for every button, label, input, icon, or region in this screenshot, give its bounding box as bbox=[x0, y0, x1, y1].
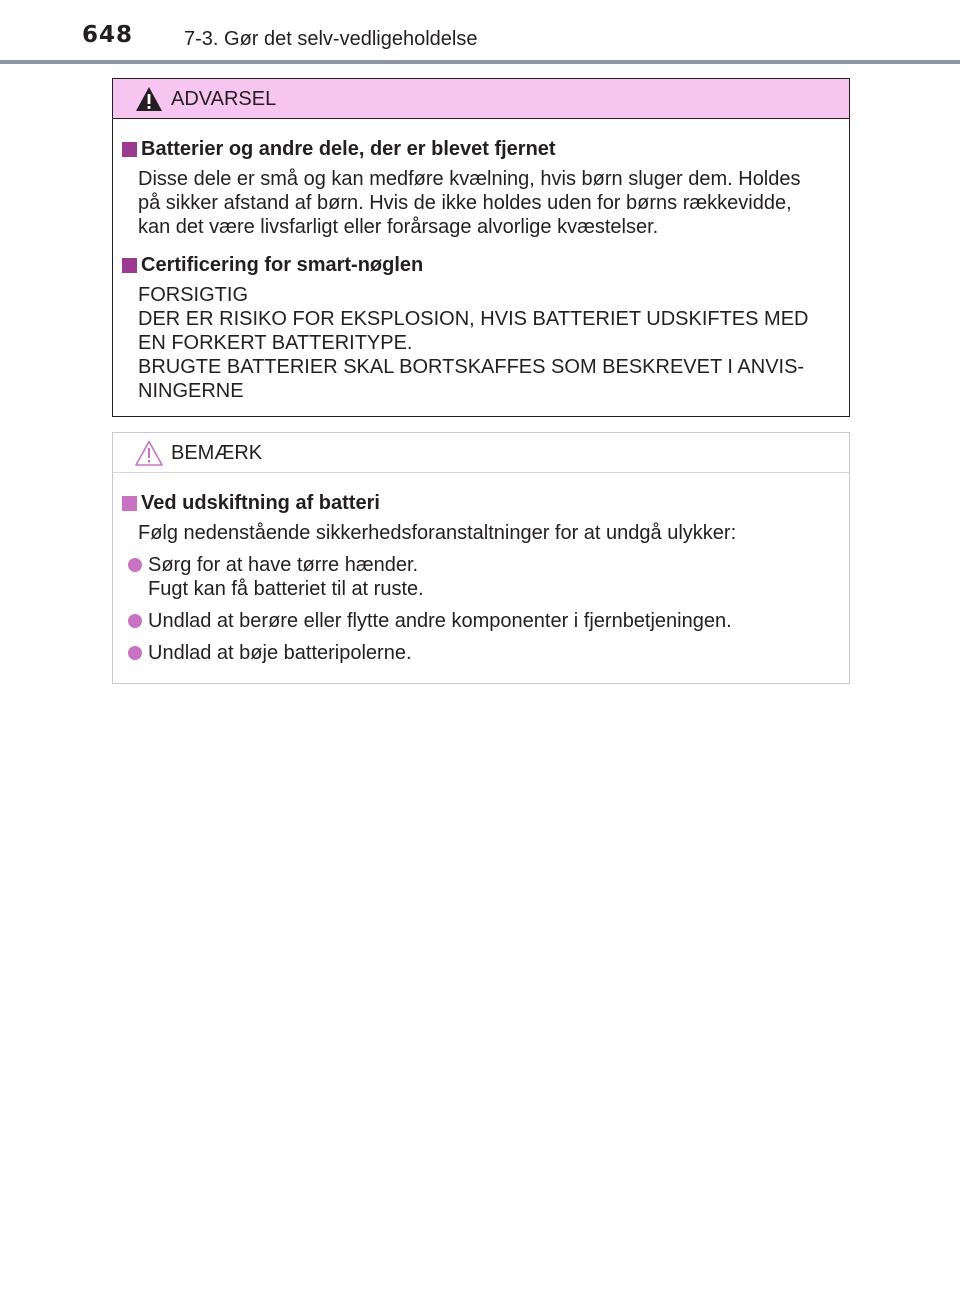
list-item: Sørg for at have tørre hænder. Fugt kan få batteriet til at ruste. bbox=[120, 553, 835, 601]
warning-triangle-filled-icon bbox=[134, 85, 164, 113]
page-header bbox=[0, 0, 960, 64]
round-bullet-icon bbox=[128, 558, 142, 572]
notice-label: BEMÆRK bbox=[171, 442, 263, 464]
warning-item-title: Certificering for smart-nøglen bbox=[120, 251, 835, 279]
warning-box bbox=[112, 78, 850, 417]
round-bullet-icon bbox=[128, 646, 142, 660]
warning-box-header bbox=[113, 79, 849, 119]
notice-intro: Følg nedenstående sikkerhedsforanstaltninger for at undgå ulykker: bbox=[138, 522, 737, 544]
warning-item-text: Disse dele er små og kan medføre kvælning, hvis børn sluger dem. Holdes på sikker afstand af børn. Hvis de ikke holdes uden for børns rækkevidde, kan det være livsfarligt eller forårsage alvorlige kvæstelser. bbox=[138, 168, 801, 238]
header-divider bbox=[0, 60, 960, 64]
notice-box-header bbox=[113, 433, 849, 473]
page-number: 648 bbox=[82, 22, 134, 48]
notice-box bbox=[112, 432, 850, 684]
warning-label: ADVARSEL bbox=[171, 88, 277, 110]
square-bullet-icon bbox=[122, 496, 137, 511]
notice-box-body bbox=[113, 473, 849, 665]
section-title: 7-3. Gør det selv-vedligeholdelse bbox=[184, 28, 478, 50]
list-item: Undlad at berøre eller flytte andre komponenter i fjernbetjeningen. bbox=[120, 609, 835, 633]
notice-item-title: Ved udskiftning af batteri bbox=[120, 489, 835, 517]
list-item: Undlad at bøje batteripolerne. bbox=[120, 641, 835, 665]
warning-item-title: Batterier og andre dele, der er blevet fjernet bbox=[120, 135, 835, 163]
warning-triangle-outline-icon bbox=[134, 439, 164, 467]
warning-box-body bbox=[113, 119, 849, 403]
square-bullet-icon bbox=[122, 142, 137, 157]
round-bullet-icon bbox=[128, 614, 142, 628]
warning-item-text: FORSIGTIG DER ER RISIKO FOR EKSPLOSION, HVIS BATTERIET UDSKIFTES MED EN FORKERT BATTERITYPE. BRUGTE BATTERIER SKAL BORTSKAFFES SOM BESKREVET I ANVIS- NINGERNE bbox=[138, 284, 809, 402]
square-bullet-icon bbox=[122, 258, 137, 273]
